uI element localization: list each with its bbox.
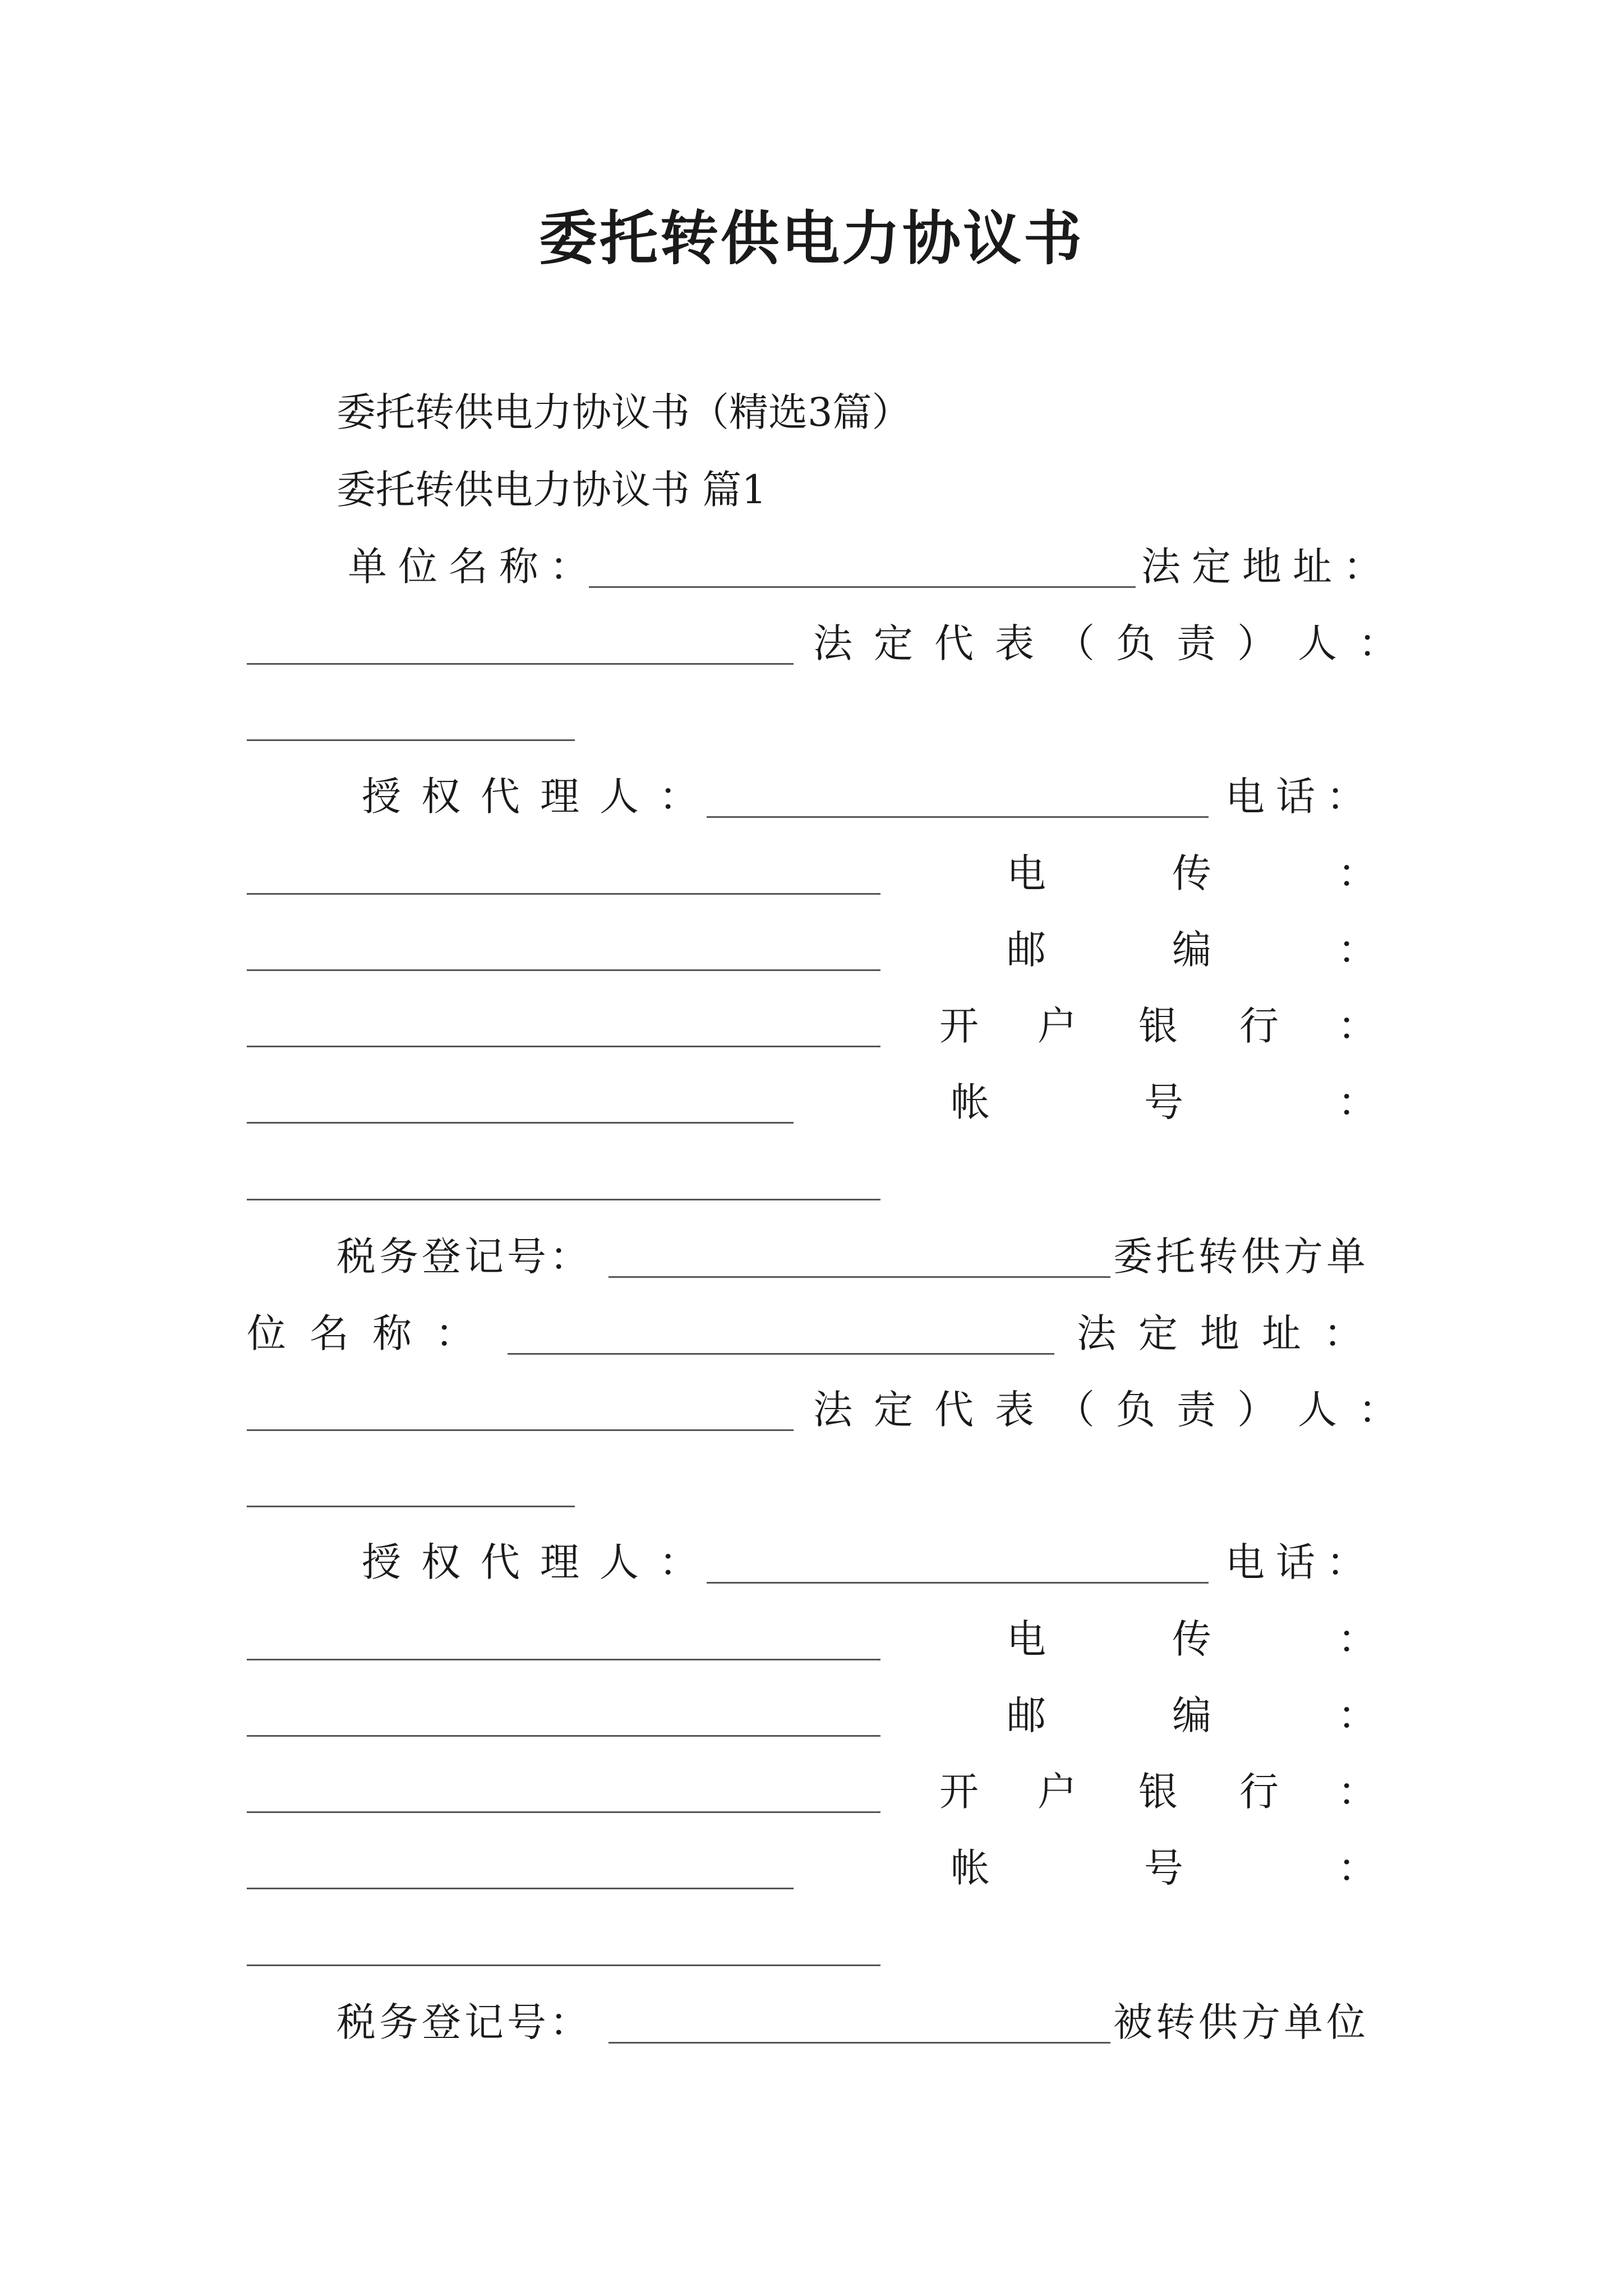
legal-rep-blank[interactable] [247, 739, 575, 741]
fax-blank[interactable] [247, 969, 880, 971]
bank-blank[interactable] [247, 1122, 794, 1124]
bank-label-part4: 行 [1239, 1003, 1279, 1049]
legal-rep-label-2: 法定代表（负责）人： [813, 1387, 1419, 1433]
postcode-label-part2: 编 [1172, 927, 1211, 973]
postcode-blank-2[interactable] [247, 1811, 880, 1813]
account-colon-2: ： [1338, 1845, 1377, 1891]
account-label-2-part1: 帐 [951, 1845, 990, 1891]
document-title: 委托转供电力协议书 [538, 204, 1084, 273]
unit-name-label: 单位名称： [348, 544, 600, 590]
phone-label: 电话： [1225, 774, 1377, 820]
tax-reg-blank-2[interactable] [608, 2042, 1110, 2044]
postcode-label-2-part2: 编 [1172, 1692, 1211, 1738]
unit-name-blank[interactable] [589, 586, 1136, 588]
legal-rep-label: 法定代表（负责）人： [813, 620, 1419, 666]
phone-blank[interactable] [247, 893, 880, 895]
agent-blank[interactable] [707, 816, 1209, 818]
postcode-colon-2: ： [1338, 1692, 1377, 1738]
phone-label-2: 电话： [1225, 1539, 1377, 1585]
account-label-part1: 帐 [951, 1079, 990, 1125]
bank-label-2-part3: 银 [1138, 1769, 1178, 1815]
bank-label-part1: 开 [939, 1003, 979, 1049]
postcode-blank[interactable] [247, 1046, 880, 1047]
account-label-2-part2: 号 [1144, 1845, 1183, 1891]
bank-colon-2: ： [1338, 1769, 1377, 1815]
legal-address-label: 法定地址： [1141, 544, 1394, 590]
account-colon: ： [1338, 1079, 1377, 1125]
fax-blank-2[interactable] [247, 1735, 880, 1737]
fax-label-2-part1: 电 [1007, 1616, 1046, 1662]
account-label-part2: 号 [1144, 1079, 1183, 1125]
bank-colon: ： [1338, 1003, 1377, 1049]
supplied-party-label: 被转供方单位 [1113, 1999, 1369, 2045]
tax-reg-blank[interactable] [608, 1276, 1110, 1278]
bank-label-part3: 银 [1138, 1003, 1178, 1049]
fax-colon: ： [1338, 850, 1377, 896]
tax-reg-label-2: 税务登记号： [336, 1999, 592, 2045]
section-heading: 委托转供电力协议书 篇1 [336, 467, 767, 513]
tax-reg-label: 税务登记号： [336, 1234, 592, 1280]
bank-label-2-part4: 行 [1239, 1769, 1279, 1815]
phone-blank-2[interactable] [247, 1659, 880, 1660]
fax-label-part1: 电 [1007, 850, 1046, 896]
document-subtitle: 委托转供电力协议书（精选3篇） [336, 389, 911, 435]
fax-colon-2: ： [1338, 1616, 1377, 1662]
bank-blank-2[interactable] [247, 1888, 794, 1889]
bank-label-part2: 户 [1038, 1003, 1077, 1049]
account-blank[interactable] [247, 1199, 880, 1200]
agent-blank-2[interactable] [707, 1582, 1209, 1584]
legal-address-blank[interactable] [247, 663, 794, 665]
entrust-party-name-blank[interactable] [508, 1353, 1054, 1355]
postcode-colon: ： [1338, 927, 1377, 973]
legal-address-label-2: 法定地址： [1077, 1310, 1385, 1356]
account-blank-2[interactable] [247, 1964, 880, 1966]
agent-label-2: 授权代理人： [362, 1539, 718, 1585]
entrust-party-label: 委托转供方单 [1113, 1234, 1369, 1280]
agent-label: 授权代理人： [362, 774, 718, 820]
fax-label-2-part2: 传 [1172, 1616, 1211, 1662]
postcode-label-part1: 邮 [1007, 927, 1046, 973]
bank-label-2-part2: 户 [1038, 1769, 1077, 1815]
legal-address-blank-2[interactable] [247, 1429, 794, 1431]
postcode-label-2-part1: 邮 [1007, 1692, 1046, 1738]
legal-rep-blank-2[interactable] [247, 1506, 575, 1507]
bank-label-2-part1: 开 [939, 1769, 979, 1815]
entrust-party-label-cont: 位名称： [247, 1310, 498, 1356]
fax-label-part2: 传 [1172, 850, 1211, 896]
